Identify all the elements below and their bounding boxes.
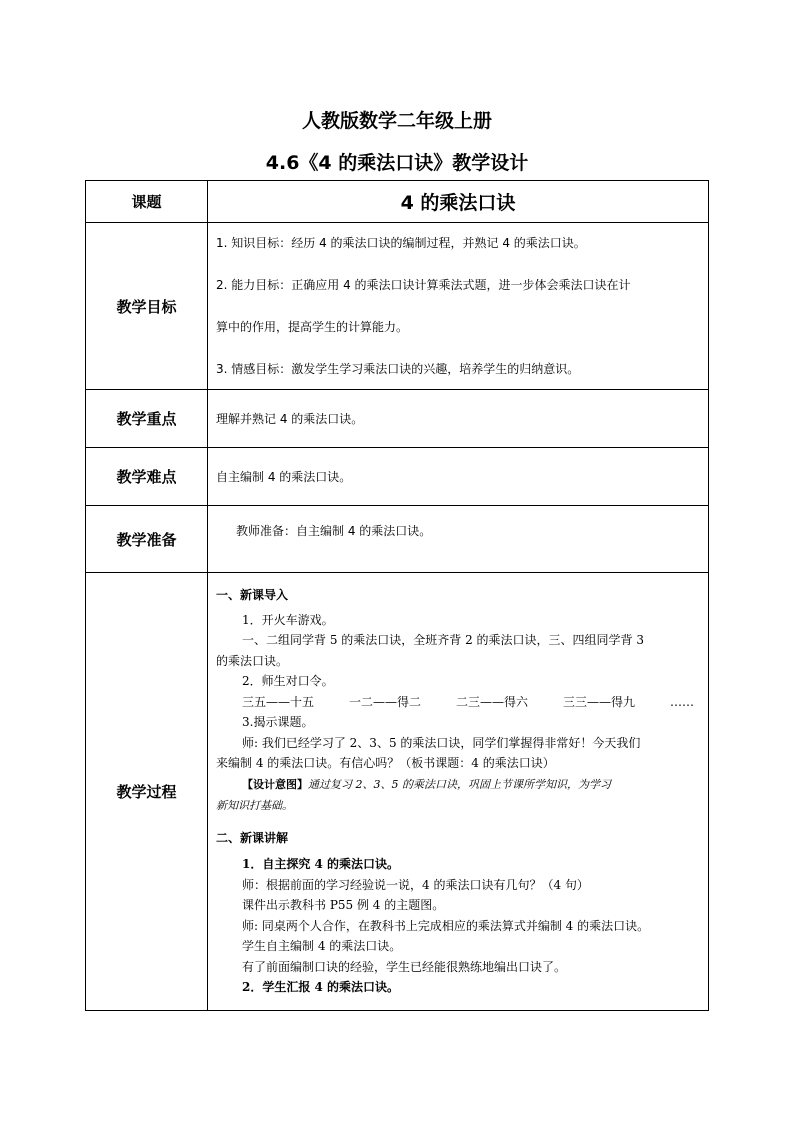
goal-item-3: 3. 情感目标：激发学生学习乘法口诀的兴趣，培养学生的归纳意识。 — [216, 362, 580, 376]
chant-line — [216, 692, 702, 713]
row-goals — [86, 223, 709, 390]
row-key — [86, 390, 709, 448]
chant-1: 三五——十五 — [242, 694, 315, 709]
step-call-response: 2．师生对口令。 — [242, 674, 334, 688]
prep-label: 教学准备 — [86, 506, 208, 573]
design-intent-b: 新知识打基础。 — [216, 798, 293, 812]
design-intent-a — [216, 774, 702, 795]
step-train-game: 1．开火车游戏。 — [242, 612, 334, 627]
key-label: 教学重点 — [86, 390, 208, 448]
section-intro-heading: 一、新课导入 — [216, 588, 289, 602]
prep-value: 教师准备：自主编制 4 的乘法口诀。 — [208, 506, 709, 573]
process-label: 教学过程 — [86, 573, 208, 1011]
goals-content — [208, 223, 709, 390]
difficulty-value: 自主编制 4 的乘法口诀。 — [208, 448, 709, 506]
design-intent-text: 通过复习 2、3、5 的乘法口诀，巩固上节课所学知识，为学习 — [308, 777, 611, 791]
explore-question: 师：根据前面的学习经验说一说，4 的乘法口诀有几句？（4 句） — [242, 877, 589, 892]
explore-courseware: 课件出示教科书 P55 例 4 的主题图。 — [242, 898, 445, 912]
chant-4: 三三——得九 — [563, 694, 636, 709]
explore-pair-work: 师: 同桌两个人合作，在教科书上完成相应的乘法算式并编制 4 的乘法口诀。 — [242, 918, 650, 933]
teacher-intro-b: 来编制 4 的乘法口诀。有信心吗？（板书课题：4 的乘法口诀） — [216, 756, 555, 770]
step-reveal-topic: 3.揭示课题。 — [242, 715, 314, 729]
topic-label: 课题 — [86, 181, 208, 223]
explore-student-compile: 学生自主编制 4 的乘法口诀。 — [242, 939, 402, 953]
doc-title-line2: 4.6《4 的乘法口诀》教学设计 — [265, 152, 529, 174]
goal-item-2b: 算中的作用，提高学生的计算能力。 — [216, 320, 409, 334]
step-recite-b: 的乘法口诀。 — [216, 653, 289, 668]
row-prep — [86, 506, 709, 573]
section-lesson-heading: 二、新课讲解 — [216, 830, 289, 845]
goal-item-1: 1. 知识目标：经历 4 的乘法口诀的编制过程，并熟记 4 的乘法口诀。 — [216, 236, 586, 250]
explore-experience: 有了前面编制口诀的经验，学生已经能很熟练地编出口诀了。 — [242, 959, 567, 974]
report-heading: 2．学生汇报 4 的乘法口诀。 — [242, 980, 400, 994]
row-process — [86, 573, 709, 1011]
row-difficulty — [86, 448, 709, 506]
topic-value: 4 的乘法口诀 — [208, 181, 709, 223]
chant-3: 二三——得六 — [456, 694, 529, 709]
explore-heading: 1．自主探究 4 的乘法口诀。 — [242, 857, 400, 871]
key-value: 理解并熟记 4 的乘法口诀。 — [208, 390, 709, 448]
process-content — [208, 573, 709, 1011]
chant-2: 一二——得二 — [349, 694, 422, 709]
difficulty-label: 教学难点 — [86, 448, 208, 506]
row-topic — [86, 181, 709, 223]
lesson-plan-table — [85, 180, 709, 1011]
doc-title-line1: 人教版数学二年级上册 — [301, 110, 492, 132]
design-intent-tag: 【设计意图】 — [242, 777, 308, 791]
goal-item-2a: 2. 能力目标：正确应用 4 的乘法口诀计算乘法式题，进一步体会乘法口诀在计 — [216, 278, 631, 292]
goals-label: 教学目标 — [86, 223, 208, 390]
chant-5: …… — [670, 694, 694, 709]
step-recite-a: 一、二组同学背 5 的乘法口诀，全班齐背 2 的乘法口诀，三、四组同学背 3 — [242, 633, 644, 647]
teacher-intro-a: 师: 我们已经学习了 2、3、5 的乘法口诀，同学们掌握得非常好！今天我们 — [242, 735, 641, 750]
